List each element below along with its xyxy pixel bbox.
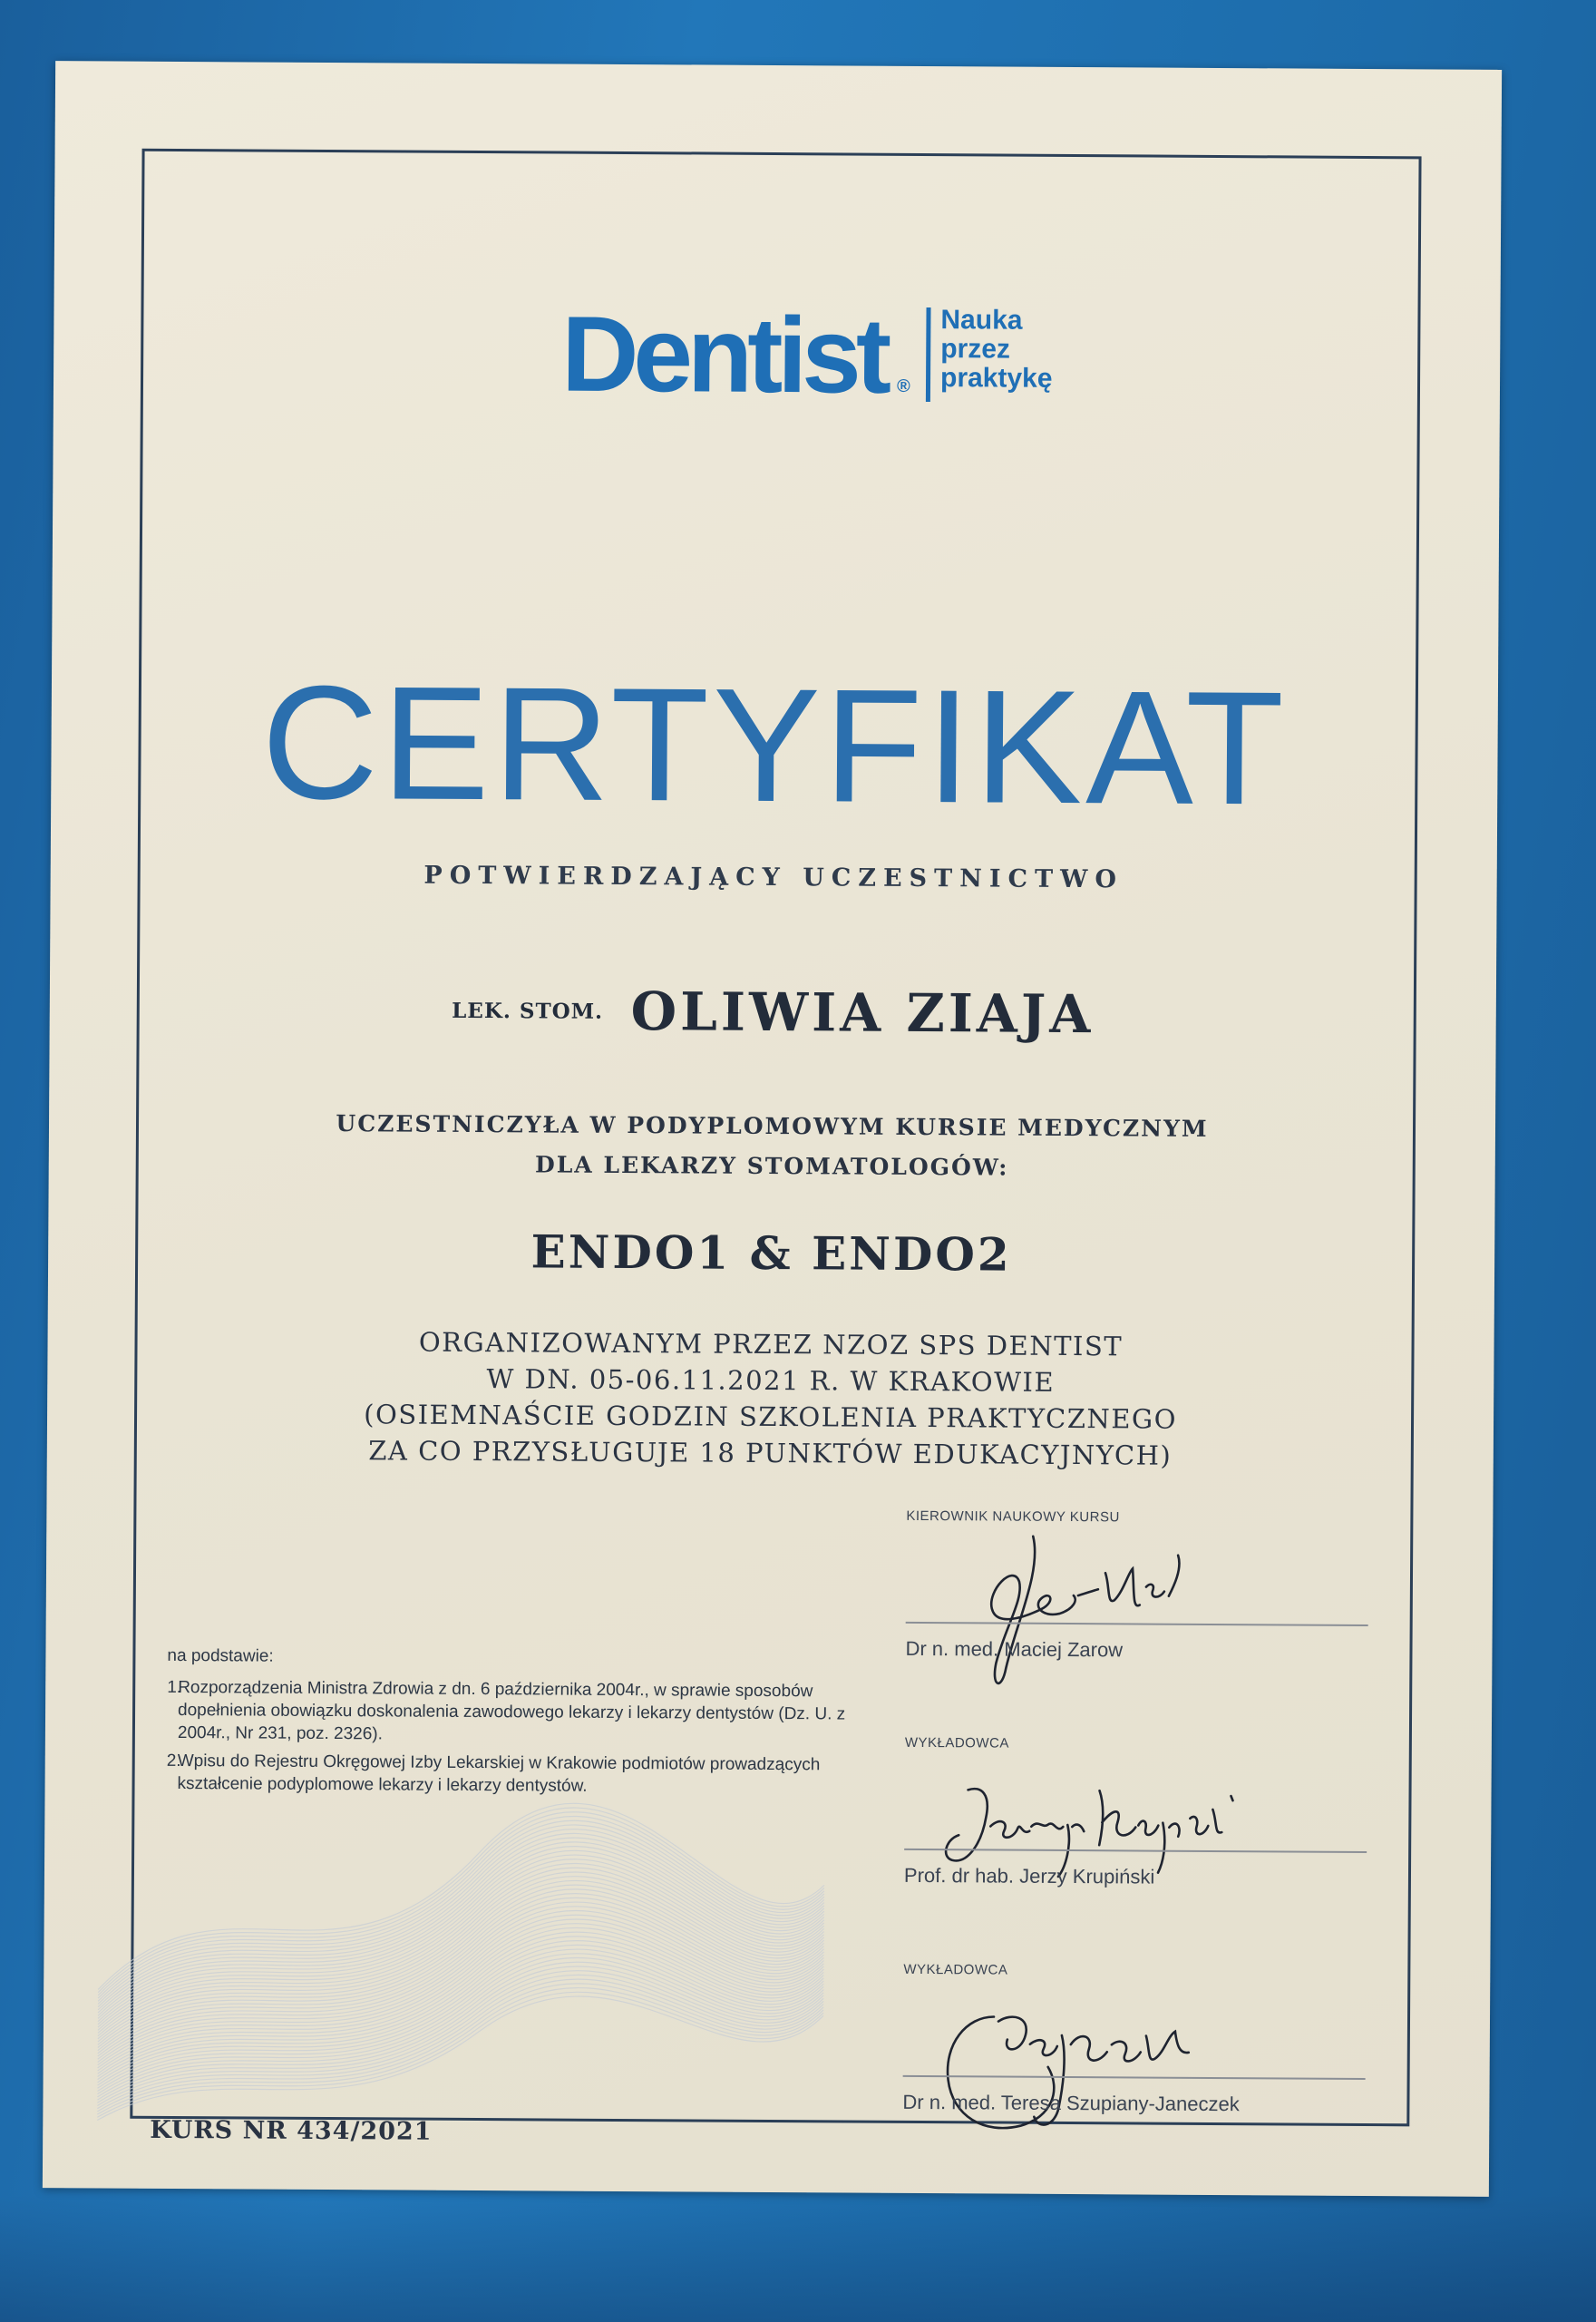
legal-basis-number: 1. [167,1677,182,1698]
organizer-line: ZA CO PRZYSŁUGUJE 18 PUNKTÓW EDUKACYJNYCH) [368,1435,1173,1471]
recipient-title: LEK. STOM. [452,998,604,1024]
dentist-logo [560,291,1053,418]
attendance-line: DLA LEKARZY STOMATOLOGÓW: [535,1151,1009,1181]
attendance-line: UCZESTNICZYŁA W PODYPLOMOWYM KURSIE MEDYCZNYM [336,1110,1209,1142]
organizer-line: ORGANIZOWANYM PRZEZ NZOZ SPS DENTIST [418,1326,1124,1362]
organizer-line: (OSIEMNAŚCIE GODZIN SZKOLENIA PRAKTYCZNEGO [364,1399,1178,1435]
logo-tagline-line: Nauka [940,305,1023,336]
recipient-name: OLIWIA ZIAJA [630,981,1095,1046]
signatory-name: Dr n. med. Maciej Zarow [905,1636,1124,1662]
signature-role: WYKŁADOWCA [904,1734,1009,1751]
legal-basis-item [167,1676,856,1749]
logo-tagline-line: praktykę [939,363,1053,394]
signature-block-lecturer-1 [904,1735,1377,1919]
course-number: KURS NR 434/2021 [150,2115,433,2146]
certificate-paper [43,61,1502,2197]
handwritten-signature [902,1980,1320,2164]
organizer-statement [47,1322,1494,1476]
organizer-line: W DN. 05-06.11.2021 R. W KRAKOWIE [486,1363,1056,1398]
folder-shadow [0,2195,1596,2322]
signature-role: KIEROWNIK NAUKOWY KURSU [906,1507,1120,1526]
signature-block-director [905,1508,1377,1711]
logo-wordmark: Dentist [560,294,887,416]
legal-basis [166,1644,856,1805]
logo-registered-mark: ® [896,376,910,396]
course-name: ENDO1 & ENDO2 [530,1224,1012,1282]
attendance-statement [49,1102,1496,1191]
legal-basis-number: 2. [166,1751,181,1771]
certificate-subtitle: POTWIERDZAJĄCY UCZESTNICTWO [423,861,1124,894]
recipient-row [50,977,1496,1048]
legal-basis-heading: na podstawie: [167,1645,274,1666]
logo-divider [926,307,931,402]
legal-basis-text: Rozporządzenia Ministra Zdrowia z dn. 6 października 2004r., w sprawie sposobów dopełnienia obowiązku doskonalenia zawodowego lekarzy i lekarzy dentystów (Dz. U. z 2004r., Nr 231, poz. 2326). [177,1678,846,1744]
logo-tagline-line: przez [940,334,1011,365]
signature-role: WYKŁADOWCA [903,1961,1008,1978]
wave-line [98,1839,824,2021]
handwritten-signature [905,1517,1287,1702]
signature-block-lecturer-2 [902,1962,1375,2182]
signatory-name: Prof. dr hab. Jerzy Krupiński [903,1863,1155,1888]
legal-basis-text: Wpisu do Rejestru Okręgowej Izby Lekarskiej w Krakowie podmiotów prowadzących kształcenie podyplomowe lekarzy i lekarzy dentystów. [177,1751,821,1796]
certificate-title: CERTYFIKAT [260,651,1289,839]
legal-basis-item [167,1750,856,1800]
logo-tagline [940,306,1123,394]
signatory-name: Dr n. med. Teresa Szupiany-Janeczek [902,2090,1240,2116]
